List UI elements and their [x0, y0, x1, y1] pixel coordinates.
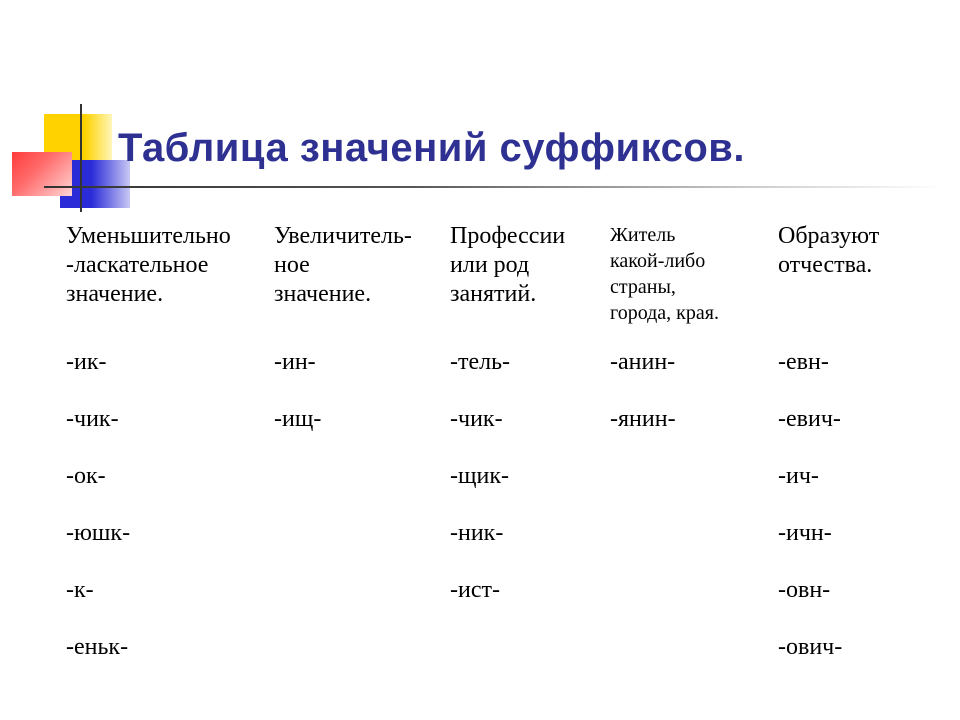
header-line: значение.	[274, 281, 372, 307]
header-line: занятий.	[450, 281, 537, 307]
table-cell: -ищ-	[274, 406, 322, 432]
header-line: или род	[450, 252, 530, 278]
header-line: города, края.	[610, 302, 719, 324]
header-line: ное	[274, 252, 310, 278]
table-cell: -ик-	[66, 349, 107, 375]
table-cell: -чик-	[66, 406, 119, 432]
table-cell: -янин-	[610, 406, 676, 432]
header-line: Уменьшительно	[66, 223, 231, 249]
table-cell: -тель-	[450, 349, 511, 375]
header-line: страны,	[610, 276, 676, 298]
header-line: отчества.	[778, 252, 873, 278]
header-diminutive	[66, 222, 231, 309]
table-cell: -ок-	[66, 463, 106, 489]
table-cell: -чик-	[450, 406, 503, 432]
table-cell: -юшк-	[66, 520, 131, 546]
header-line: значение.	[66, 281, 164, 307]
table-cell: -щик-	[450, 463, 509, 489]
header-line: -ласкательное	[66, 252, 209, 278]
table-cell: -ник-	[450, 520, 504, 546]
header-line: какой-либо	[610, 250, 706, 272]
table-cell: -овн-	[778, 577, 831, 603]
header-resident	[610, 222, 719, 326]
table-cell: -к-	[66, 577, 94, 603]
table-cell: -еньк-	[66, 634, 129, 660]
table-cell: -евн-	[778, 349, 829, 375]
table-cell: -ист-	[450, 577, 500, 603]
table-cell: -ович-	[778, 634, 843, 660]
header-patronymic	[778, 222, 879, 280]
slide-title: Таблица значений суффиксов.	[118, 126, 745, 170]
table-cell: -ин-	[274, 349, 316, 375]
table-cell: -анин-	[610, 349, 676, 375]
table-cell: -ичн-	[778, 520, 832, 546]
header-line: Житель	[610, 224, 676, 246]
header-profession	[450, 222, 565, 309]
header-line: Образуют	[778, 223, 880, 249]
table-cell: -евич-	[778, 406, 841, 432]
table-cell: -ич-	[778, 463, 819, 489]
header-line: Увеличитель-	[274, 223, 412, 249]
header-augmentative	[274, 222, 412, 309]
header-line: Профессии	[450, 223, 566, 249]
